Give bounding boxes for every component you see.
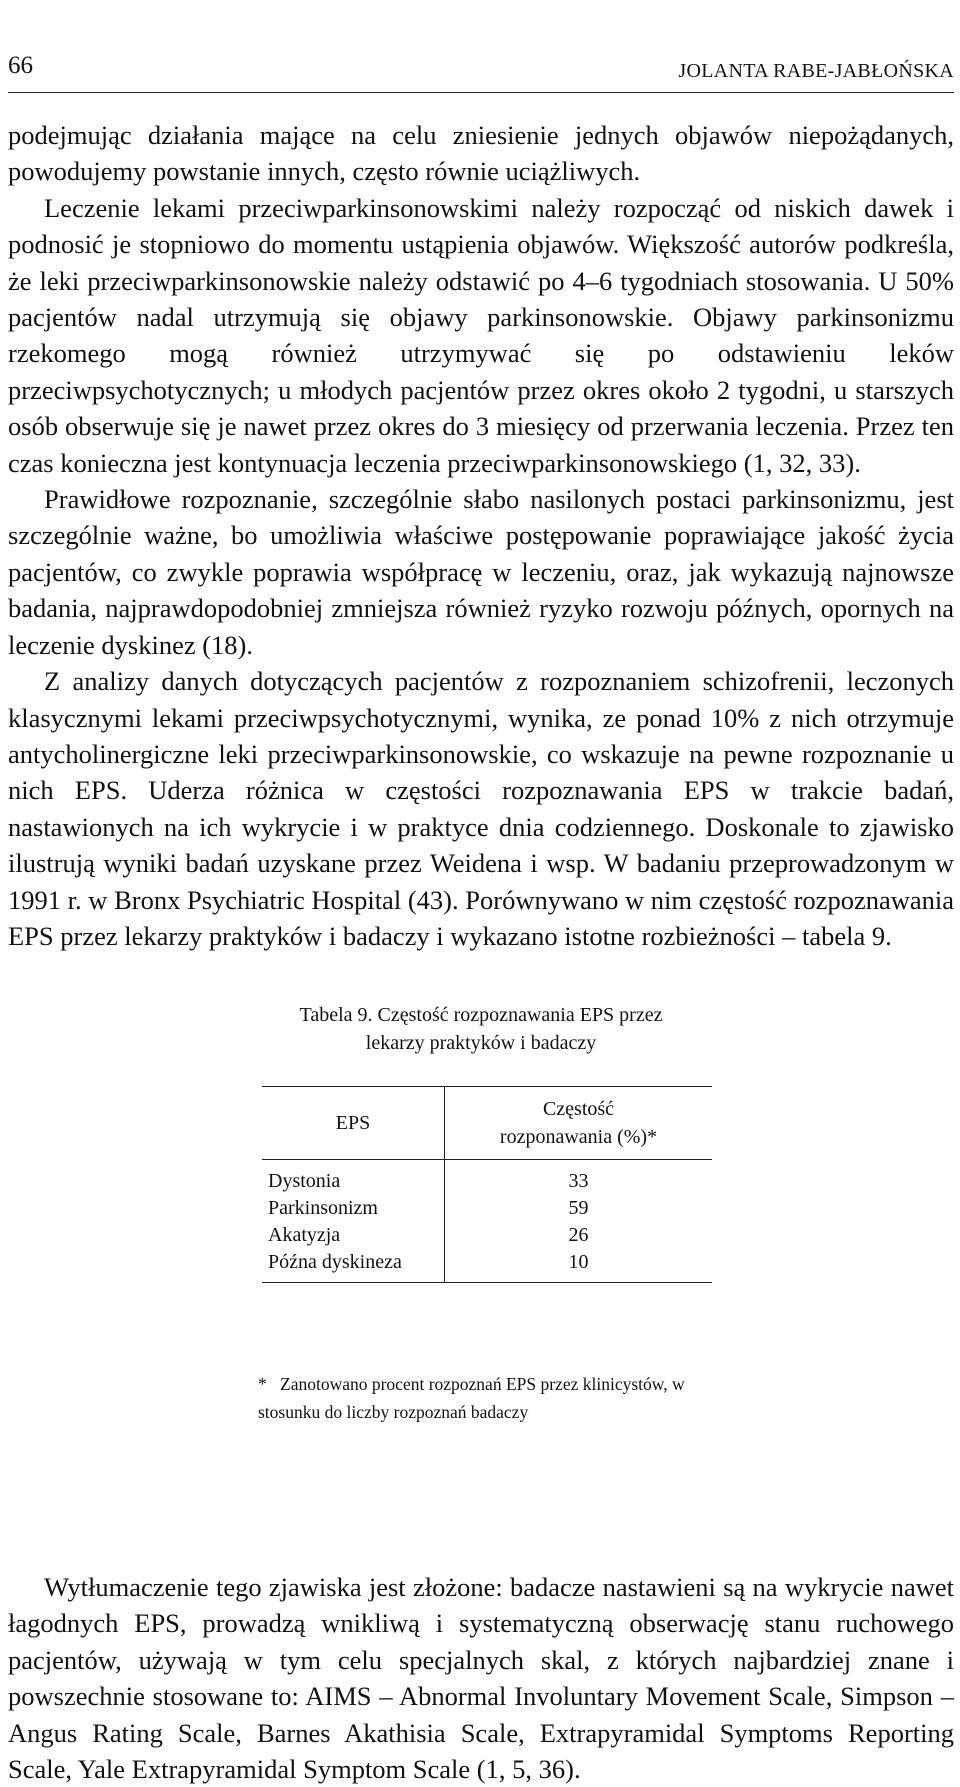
body-text-bottom: [8, 1569, 954, 1787]
eps-frequency-table: [262, 1086, 712, 1283]
table-caption: [258, 1001, 704, 1057]
row-value: 10: [445, 1249, 713, 1283]
row-name: Akatyzja: [262, 1222, 445, 1249]
table-row: [262, 1249, 712, 1283]
paragraph-1: podejmując działania mające na celu zniesienie jednych objawów niepożądanych, powodujemy powstanie innych, często równie uciążliwych.: [8, 120, 954, 187]
row-value: 33: [568, 1170, 589, 1192]
table-row: [262, 1160, 712, 1196]
paragraph-2: Leczenie lekami przeciwparkinsonowskimi należy rozpocząć od niskich dawek i podnosić je stopniowo do momentu ustąpienia objawów. Większość autorów podkreśla, że leki przeciwparkinsonowskie należy odstawić po 4–6 tygodniach stosowania. U 50% pacjentów nadal utrzymują się objawy parkinsonowskie. Objawy parkinsonizmu rzekomego mogą również utrzymywać się po odstawieniu leków przeciwpsychotycznych; u młodych pacjentów przez okres około 2 tygodni, u starszych osób obserwuje się je nawet przez okres do 3 miesięcy od przerwania leczenia. Przez ten czas konieczna jest kontynuacja leczenia przeciwparkinsonowskiego (1, 32, 33).: [8, 192, 954, 478]
row-name: Dystonia: [262, 1160, 445, 1196]
table-row: [262, 1195, 712, 1222]
running-title: JOLANTA RABE-JABŁOŃSKA: [678, 60, 954, 82]
table-row: [262, 1222, 712, 1249]
page-number: 66: [8, 52, 33, 79]
header-frequency: [445, 1087, 713, 1160]
body-text-top: [8, 117, 954, 954]
table-9: [262, 1086, 712, 1283]
table-caption-line-2: lekarzy praktyków i badaczy: [365, 1032, 597, 1054]
row-name: Późna dyskineza: [262, 1249, 445, 1283]
header-frequency-line-2: rozponawania (%)*: [499, 1126, 658, 1148]
row-value: 59: [568, 1197, 589, 1219]
header-frequency-line-1: Częstość: [542, 1098, 615, 1120]
footnote-mark: *: [258, 1374, 267, 1394]
table-caption-line-1: Tabela 9. Częstość rozpoznawania EPS przez: [299, 1004, 663, 1026]
row-value: 26: [568, 1224, 589, 1246]
header-eps: EPS: [262, 1087, 445, 1160]
row-name: Parkinsonizm: [262, 1195, 445, 1222]
paragraph-4: Z analizy danych dotyczących pacjentów z rozpoznaniem schizofrenii, leczonych klasycznymi lekami przeciwpsychotycznymi, wynika, ze ponad 10% z nich otrzymuje antycholinergiczne leki przeciwparkinsonowskie, co wskazuje na pewne rozpoznanie u nich EPS. Uderza różnica w częstości rozpoznawania EPS w trakcie badań, nastawionych na ich wykrycie i w praktyce dnia codziennego. Doskonale to zjawisko ilustrują wyniki badań uzyskane przez Weidena i wsp. W badaniu przeprowadzonym w 1991 r. w Bronx Psychiatric Hospital (43). Porównywano w nim częstość rozpoznawania EPS przez lekarzy praktyków i badaczy i wykazano istotne rozbieżności – tabela 9.: [8, 666, 954, 951]
table-header-row: [262, 1087, 712, 1160]
footnote-text: Zanotowano procent rozpoznań EPS przez klinicystów, w stosunku do liczby rozpoznań badaczy: [258, 1374, 685, 1422]
running-header: [8, 52, 954, 93]
paragraph-3: Prawidłowe rozpoznanie, szczególnie słabo nasilonych postaci parkinsonizmu, jest szczególnie ważne, bo umożliwia właściwe postępowanie poprawiające jakość życia pacjentów, co zwykle poprawia współpracę w leczeniu, oraz, jak wykazują najnowsze badania, najprawdopodobniej zmniejsza również ryzyko rozwoju późnych, opornych na leczenie dyskinez (18).: [8, 484, 954, 660]
paragraph-5: Wytłumaczenie tego zjawiska jest złożone: badacze nastawieni są na wykrycie nawet łagodnych EPS, prowadzą wnikliwą i systematyczną obserwację stanu ruchowego pacjentów, używają w tym celu specjalnych skal, z których najbardziej znane i powszechnie stosowane to: AIMS – Abnormal Involuntary Movement Scale, Simpson – Angus Rating Scale, Barnes Akathisia Scale, Extrapyramidal Symptoms Reporting Scale, Yale Extrapyramidal Symptom Scale (1, 5, 36).: [8, 1572, 954, 1785]
table-footnote: [258, 1370, 708, 1426]
